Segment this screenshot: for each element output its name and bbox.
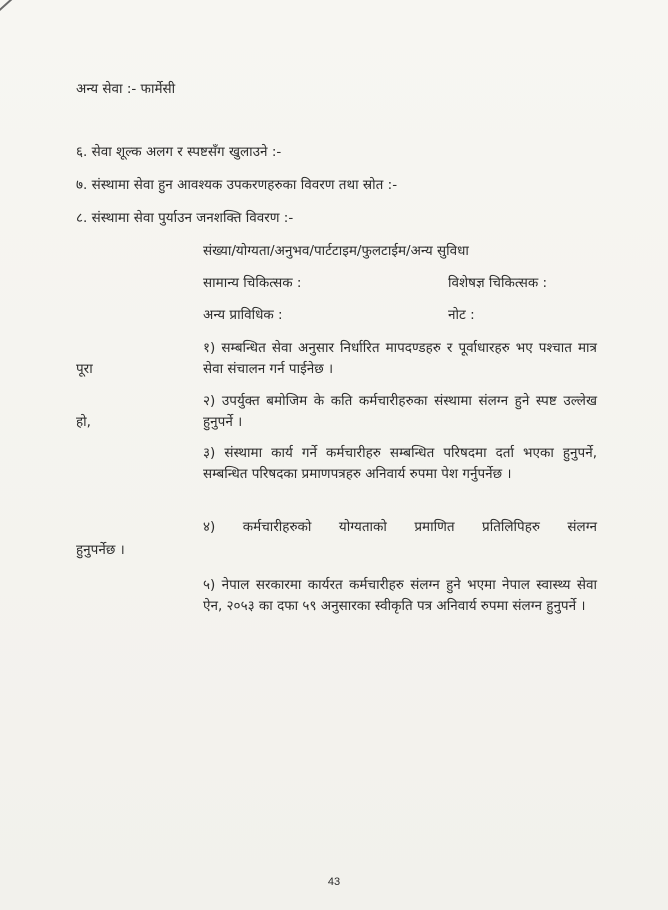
specialist-doctor-label: विशेषज्ञ चिकित्सक :	[448, 275, 548, 291]
note-2: २) उपर्युक्त बमोजिम के कति कर्मचारीहरुका संस्थामा संलग्न हुने स्पष्ट उल्लेख हुनुपर्ने ।	[203, 393, 597, 430]
page-number: 43	[327, 876, 341, 888]
corner-pen-mark	[0, 0, 30, 15]
note-label: नोट :	[448, 307, 475, 323]
section-7: ७. संस्थामा सेवा हुन आवश्यक उपकरणहरुका विवरण तथा स्रोत :-	[76, 177, 398, 193]
other-service-line: अन्य सेवा :- फार्मेसी	[76, 81, 176, 97]
staff-categories: संख्या/योग्यता/अनुभव/पार्टटाइम/फुलटाईम/अन्य सुविधा	[203, 243, 469, 259]
note-1: १) सम्बन्धित सेवा अनुसार निर्धारित मापदण्डहरु र पूर्वाधारहरु भए पश्चात मात्र सेवा संचालन गर्न पाईनेछ ।	[203, 340, 597, 377]
section-8: ८. संस्थामा सेवा पुर्याउन जनशक्ति विवरण :-	[76, 210, 294, 226]
section-6: ६. सेवा शूल्क अलग र स्पष्टसँग खुलाउने :-	[76, 144, 282, 160]
note-4: ४) कर्मचारीहरुको योग्यताको प्रमाणित प्रतिलिपिहरु संलग्न	[203, 519, 597, 535]
note-5: ५) नेपाल सरकारमा कार्यरत कर्मचारीहरु संलग्न हुने भएमा नेपाल स्वास्थ्य सेवा ऐन, २०५३ का दफा ५९ अनुसारका स्वीकृति पत्र अनिवार्य रुपमा संलग्न हुनुपर्ने ।	[203, 577, 597, 614]
other-technical-label: अन्य प्राविधिक :	[203, 307, 283, 323]
side-note-2: हो,	[76, 414, 91, 430]
note-3: ३) संस्थामा कार्य गर्ने कर्मचारीहरु सम्बन्धित परिषदमा दर्ता भएका हुनुपर्ने, सम्बन्धित परिषदका प्रमाणपत्रहरु अनिवार्य रुपमा पेश गर्नुपर्नेछ ।	[203, 445, 597, 482]
side-note-3: हुनुपर्नेछ ।	[76, 542, 125, 558]
general-doctor-label: सामान्य चिकित्सक :	[203, 275, 302, 291]
side-note-1: पूरा	[76, 361, 93, 377]
